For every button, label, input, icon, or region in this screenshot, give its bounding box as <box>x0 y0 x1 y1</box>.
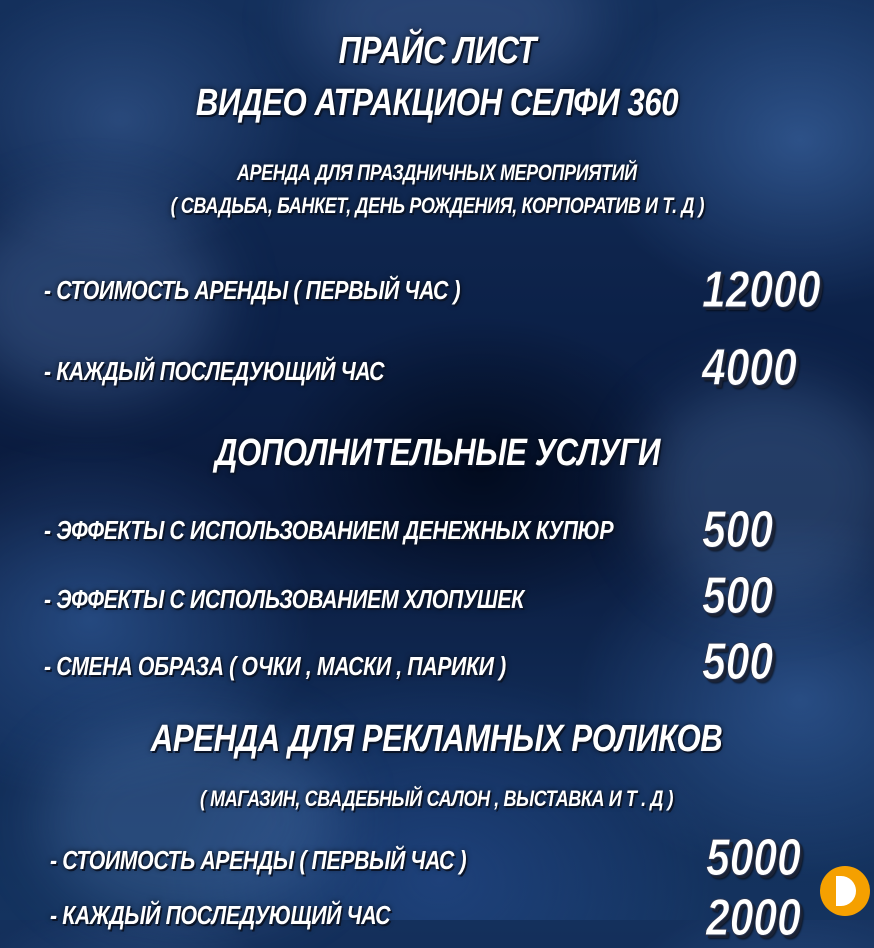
rental-subtitle-text: АРЕНДА ДЛЯ ПРАЗДНИЧНЫХ МЕРОПРИЯТИЙ <box>237 160 637 185</box>
extras-item-crackers-price: 500 <box>702 567 774 625</box>
rental-item-first-hour-price: 12000 <box>702 261 821 319</box>
advertising-heading <box>0 718 874 761</box>
extras-item-money-label: - ЭФФЕКТЫ С ИСПОЛЬЗОВАНИЕМ ДЕНЕЖНЫХ КУПЮР <box>44 515 614 545</box>
rental-item-first-hour-label: - СТОИМОСТЬ АРЕНДЫ ( ПЕРВЫЙ ЧАС ) <box>44 275 461 305</box>
rental-events-text: ( СВАДЬБА, БАНКЕТ, ДЕНЬ РОЖДЕНИЯ, КОРПОРАТИВ И Т. Д ) <box>170 193 704 218</box>
site-logo-icon-bar <box>828 874 836 908</box>
advertising-item-first-hour-label: - СТОИМОСТЬ АРЕНДЫ ( ПЕРВЫЙ ЧАС ) <box>50 845 467 875</box>
rental-item-next-hour-label: - КАЖДЫЙ ПОСЛЕДУЮЩИЙ ЧАС <box>44 356 385 386</box>
site-logo-icon <box>820 866 870 916</box>
extras-item-crackers-label: - ЭФФЕКТЫ С ИСПОЛЬЗОВАНИЕМ ХЛОПУШЕК <box>44 584 524 614</box>
advertising-subtitle-text: ( МАГАЗИН, СВАДЕБНЫЙ САЛОН , ВЫСТАВКА И Т . Д ) <box>200 786 674 811</box>
price-list-title <box>0 30 874 73</box>
extras-heading-text: ДОПОЛНИТЕЛЬНЫЕ УСЛУГИ <box>214 432 660 474</box>
rental-subtitle <box>0 160 874 186</box>
extras-item-costume-price: 500 <box>702 633 774 691</box>
attraction-title-text: ВИДЕО АТРАКЦИОН СЕЛФИ 360 <box>195 82 679 124</box>
extras-heading <box>0 432 874 475</box>
advertising-item-first-hour-price: 5000 <box>706 829 801 887</box>
advertising-subtitle <box>0 786 874 812</box>
advertising-item-next-hour-price: 2000 <box>706 889 801 947</box>
extras-item-costume-label: - СМЕНА ОБРАЗА ( ОЧКИ , МАСКИ , ПАРИКИ ) <box>44 651 506 681</box>
advertising-heading-text: АРЕНДА ДЛЯ РЕКЛАМНЫХ РОЛИКОВ <box>151 718 723 760</box>
price-list-title-text: ПРАЙС ЛИСТ <box>338 30 536 72</box>
attraction-title <box>0 82 874 125</box>
rental-item-next-hour-price: 4000 <box>702 339 797 397</box>
advertising-item-next-hour-label: - КАЖДЫЙ ПОСЛЕДУЮЩИЙ ЧАС <box>50 900 391 930</box>
extras-item-money-price: 500 <box>702 501 774 559</box>
rental-events-list <box>0 193 874 219</box>
